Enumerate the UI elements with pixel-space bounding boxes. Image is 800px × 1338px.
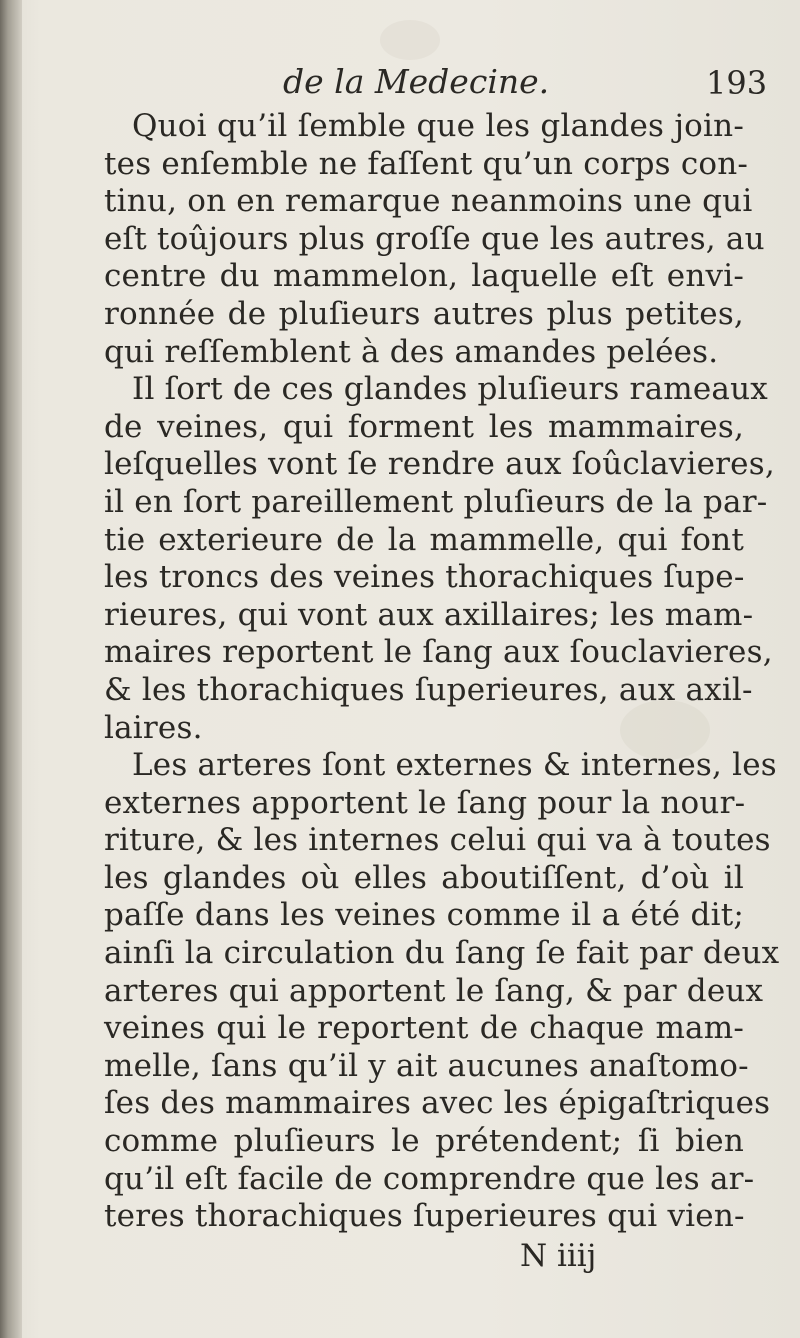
text-line: & les thorachiques ſuperieures, aux axil- (104, 671, 753, 708)
text-line: les glandes où elles aboutiſſent, d’où il (104, 859, 744, 896)
text-line: teres thorachiques ſuperieures qui vien- (104, 1198, 745, 1235)
text-line: centre du mammelon, laquelle eſt envi- (104, 258, 744, 295)
text-line: qui reſſemblent à des amandes pelées. (104, 333, 719, 370)
text-line: melle, ſans qu’il y ait aucunes anaſtomo- (104, 1047, 749, 1084)
text-line: Les arteres ſont externes & internes, les (132, 747, 777, 784)
text-line: comme pluſieurs le prétendent; ſi bien (104, 1123, 744, 1160)
text-line: Il ſort de ces glandes pluſieurs rameaux (132, 371, 768, 408)
body-text (104, 108, 780, 1236)
text-line: paſſe dans les veines comme il a été dit; (104, 897, 744, 934)
text-line: de veines, qui forment les mammaires, (104, 408, 744, 445)
text-line: eſt toûjours plus groſſe que les autres, au (104, 220, 765, 257)
page-number: 193 (706, 64, 768, 102)
text-line: ronnée de pluſieurs autres plus petites, (104, 295, 744, 332)
text-line: veines qui le reportent de chaque mam- (104, 1010, 744, 1047)
text-line: tes enſemble ne faſſent qu’un corps con- (104, 145, 749, 182)
text-line: tinu, on en remarque neanmoins une qui (104, 183, 753, 220)
text-line: laires. (104, 709, 203, 746)
text-line: maires reportent le ſang aux ſouclavieres, (104, 634, 773, 671)
text-line: qu’il eſt facile de comprendre que les ar- (104, 1160, 755, 1197)
text-line: externes apportent le ſang pour la nour- (104, 784, 746, 821)
text-line: les troncs des veines thorachiques ſupe- (104, 559, 745, 596)
running-title: de la Medecine. (283, 62, 550, 101)
text-line: il en ſort pareillement pluſieurs de la par- (104, 483, 768, 520)
text-line: Quoi qu’il ſemble que les glandes join- (132, 108, 744, 144)
text-line: arteres qui apportent le ſang, & par deux (104, 972, 764, 1009)
text-line: tie exterieure de la mammelle, qui font (104, 521, 744, 558)
page-gutter (0, 0, 22, 1338)
text-line: rieures, qui vont aux axillaires; les mam- (104, 596, 754, 633)
paper-stain (380, 20, 440, 60)
page-header (0, 62, 800, 112)
text-line: ainſi la circulation du ſang ſe fait par deux (104, 935, 780, 972)
text-line: ſes des mammaires avec les épigaſtriques (104, 1085, 771, 1122)
signature-mark: N iiij (520, 1238, 597, 1274)
text-line: leſquelles vont ſe rendre aux ſoûclavieres, (104, 446, 775, 483)
text-line: riture, & les internes celui qui va à toutes (104, 822, 771, 859)
